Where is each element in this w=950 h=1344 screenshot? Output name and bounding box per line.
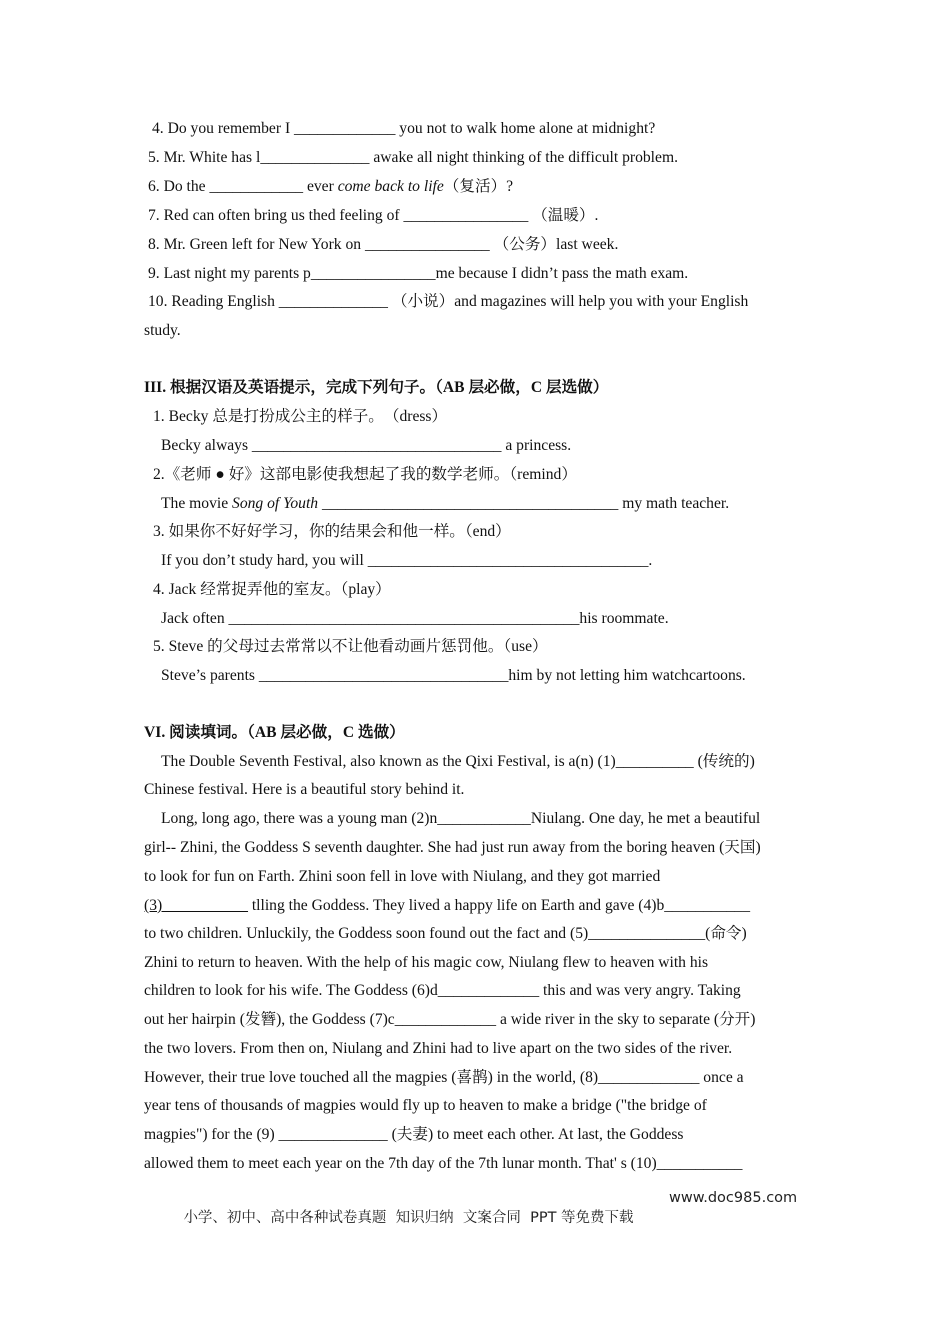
text-segment: Jack often _____________________________________________his roommate. xyxy=(161,610,669,627)
text-segment: to look for fun on Farth. Zhini soon fell in love with Niulang, and they got married xyxy=(144,868,661,885)
text-segment: 10. Reading English ______________ （小说）and magazines will help you with your English xyxy=(148,293,749,310)
text-segment: 3. 如果你不好好学习，你的结果会和他一样。（end） xyxy=(153,523,511,540)
text-line xyxy=(144,1154,742,1174)
text-segment: III. 根据汉语及英语提示，完成下列句子。（AB 层必做，C 层选做） xyxy=(144,379,609,396)
text-line xyxy=(144,953,708,973)
text-line xyxy=(144,981,741,1001)
text-line xyxy=(153,522,511,542)
text-line xyxy=(153,407,447,427)
text-line xyxy=(161,609,669,629)
section-heading xyxy=(144,378,608,398)
text-line xyxy=(153,637,548,657)
text-segment: the two lovers. From then on, Niulang and Zhini had to live apart on the two sides of the river. xyxy=(144,1040,733,1057)
text-segment: tlling the Goddess. They lived a happy life on Earth and gave (4)b___________ xyxy=(247,897,751,914)
text-segment: magpies") for the (9) ______________ (夫妻) to meet each other. At last, the Goddess xyxy=(144,1126,684,1143)
text-line xyxy=(161,436,571,456)
section-heading xyxy=(144,723,405,743)
text-segment: However, their true love touched all the magpies (喜鹊) in the world, (8)_____________ once a xyxy=(144,1069,744,1086)
text-segment: girl-- Zhini, the Goddess S seventh daughter. She had just run away from the boring heaven (天国) xyxy=(144,839,761,856)
text-segment: Steve’s parents ________________________________him by not letting him watchcartoons. xyxy=(161,667,746,684)
text-segment: 7. Red can often bring us thed feeling of ________________ （温暖）. xyxy=(148,207,599,224)
text-line xyxy=(144,896,750,916)
text-line xyxy=(144,1125,683,1145)
text-line xyxy=(144,1068,744,1088)
text-line xyxy=(161,551,652,571)
text-line xyxy=(144,924,747,944)
text-segment: 6. Do the ____________ ever xyxy=(148,178,338,195)
text-segment: 8. Mr. Green left for New York on ________________ （公务）last week. xyxy=(148,236,619,253)
text-segment: Long, long ago, there was a young man (2)n____________Niulang. One day, he met a beautiful xyxy=(161,810,761,827)
text-line xyxy=(148,292,748,312)
text-line xyxy=(161,809,760,829)
text-segment: 5. Mr. White has l______________ awake all night thinking of the difficult problem. xyxy=(148,149,678,166)
footer-url[interactable]: www.doc985.com xyxy=(669,1190,798,1206)
text-line xyxy=(148,264,688,284)
text-line xyxy=(153,580,391,600)
text-segment: Becky always ________________________________ a princess. xyxy=(161,437,572,454)
text-segment: study. xyxy=(144,322,181,339)
text-segment: Chinese festival. Here is a beautiful story behind it. xyxy=(144,781,465,798)
text-segment: Zhini to return to heaven. With the help of his magic cow, Niulang flew to heaven with his xyxy=(144,954,709,971)
text-segment: year tens of thousands of magpies would fly up to heaven to make a bridge ("the bridge of xyxy=(144,1097,707,1114)
text-segment: 2.《老师 ● 好》这部电影使我想起了我的数学老师。（remind） xyxy=(153,466,577,483)
text-line xyxy=(144,867,660,887)
text-line xyxy=(161,494,729,514)
text-segment: children to look for his wife. The Goddess (6)d_____________ this and was very angry. Taking xyxy=(144,982,741,999)
text-line xyxy=(144,1096,707,1116)
text-segment: The movie xyxy=(161,495,233,512)
text-line xyxy=(153,465,577,485)
text-line xyxy=(152,119,655,139)
text-segment: 9. Last night my parents p________________me because I didn’t pass the math exam. xyxy=(148,265,689,282)
italic-text: come back to life xyxy=(337,178,444,195)
footer xyxy=(165,1190,798,1259)
text-segment: allowed them to meet each year on the 7th day of the 7th lunar month. That' s (10)___________ xyxy=(144,1155,743,1172)
text-line xyxy=(144,780,464,800)
text-segment: to two children. Unluckily, the Goddess soon found out the fact and (5)_______________(命令) xyxy=(144,925,747,942)
text-segment: out her hairpin (发簪), the Goddess (7)c_____________ a wide river in the sky to separate (分开) xyxy=(144,1011,756,1028)
text-segment: 4. Do you remember I _____________ you not to walk home alone at midnight? xyxy=(152,120,656,137)
text-segment: If you don’t study hard, you will ____________________________________. xyxy=(161,552,653,569)
text-segment: （复活）? xyxy=(443,178,514,195)
text-segment: VI. 阅读填词。（AB 层必做，C 选做） xyxy=(144,724,405,741)
text-line xyxy=(148,148,678,168)
text-line xyxy=(161,666,746,686)
text-segment: 5. Steve 的父母过去常常以不让他看动画片惩罚他。（use） xyxy=(153,638,548,655)
text-segment: The Double Seventh Festival, also known as the Qixi Festival, is a(n) (1)__________ (传统的) xyxy=(161,753,755,770)
text-line xyxy=(144,321,181,341)
text-segment: ______________________________________ my math teacher. xyxy=(318,495,730,512)
text-line xyxy=(144,838,761,858)
text-line xyxy=(144,1039,732,1059)
text-line xyxy=(148,177,513,197)
text-line xyxy=(148,235,618,255)
italic-text: Song of Youth xyxy=(232,495,319,512)
text-line xyxy=(161,752,755,772)
footer-text: 小学、初中、高中各种试卷真题 知识归纳 文案合同 PPT 等免费下载 xyxy=(183,1210,634,1226)
text-segment: 4. Jack 经常捉弄他的室友。（play） xyxy=(153,581,391,598)
text-line xyxy=(144,1010,755,1030)
text-segment: (3)___________ xyxy=(144,897,248,914)
text-line xyxy=(148,206,598,226)
text-segment: 1. Becky 总是打扮成公主的样子。 （dress） xyxy=(153,408,448,425)
